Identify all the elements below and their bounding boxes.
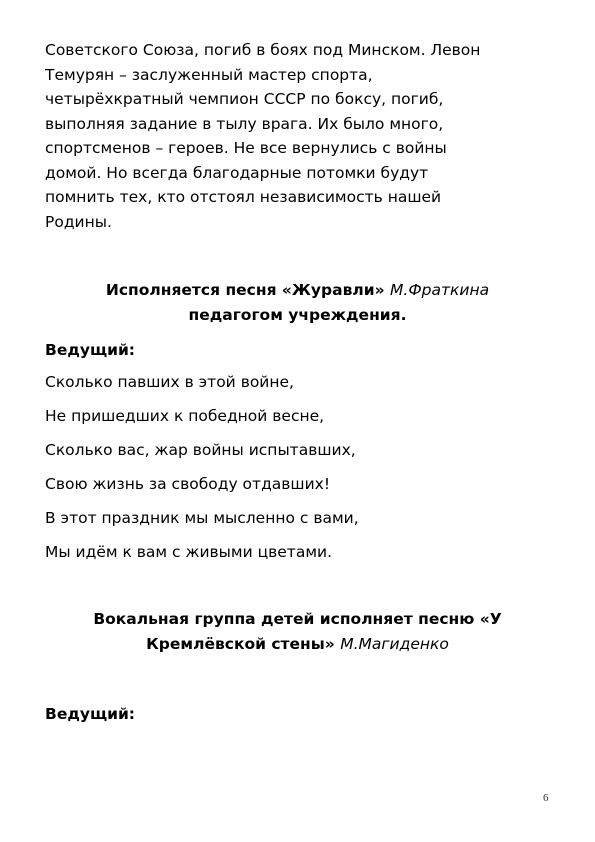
speaker-label: Ведущий: — [45, 705, 136, 723]
paragraph-line: спортсменов – героев. Не все вернулись с войны — [45, 139, 447, 157]
performance-heading-kremlin — [40, 607, 555, 656]
poem-line: В этот праздник мы мысленно с вами, — [45, 509, 359, 527]
composer-name: М.Фраткина — [390, 281, 490, 299]
heading-line: Вокальная группа детей исполняет песню «У — [93, 610, 502, 628]
paragraph-line: четырёхкратный чемпион СССР по боксу, погиб, — [45, 90, 444, 108]
poem-line: Сколько вас, жар войны испытавших, — [45, 441, 356, 459]
paragraph-line: выполняя задание в тылу врага. Их было много, — [45, 114, 444, 133]
paragraph-line: Советского Союза, погиб в боях под Минском. Левон — [45, 41, 481, 59]
poem-line: Мы идём к вам с живыми цветами. — [45, 543, 333, 561]
paragraph-line: Темурян – заслуженный мастер спорта, — [45, 65, 373, 84]
poem-line: Не пришедших к победной весне, — [45, 407, 325, 425]
heading-line — [40, 632, 555, 657]
poem-line: Сколько павших в этой войне, — [45, 373, 294, 391]
page-number: 6 — [543, 792, 549, 804]
composer-name: М.Магиденко — [340, 634, 449, 653]
song-announcement: Исполняется песня «Журавли» — [105, 281, 385, 299]
song-title: Кремлёвской стены» — [146, 634, 335, 653]
paragraph-line: домой. Но всегда благодарные потомки будут — [45, 163, 429, 182]
performance-heading-cranes — [40, 278, 555, 327]
heading-line — [40, 278, 555, 303]
poem-line: Свою жизнь за свободу отдавших! — [45, 475, 331, 493]
speaker-label: Ведущий: — [45, 341, 136, 359]
poem-verse — [45, 371, 555, 575]
paragraph-line: Родины. — [45, 212, 112, 231]
paragraph-line: помнить тех, кто отстоял независимость нашей — [45, 188, 442, 206]
body-paragraph — [45, 38, 555, 234]
heading-line: педагогом учреждения. — [188, 305, 407, 324]
